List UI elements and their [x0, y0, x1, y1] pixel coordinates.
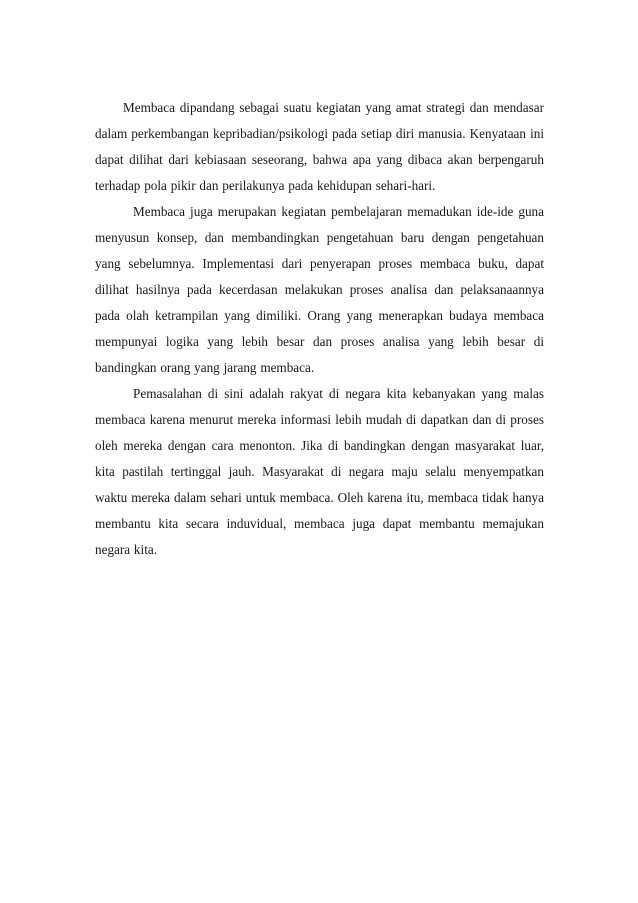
- paragraph-2: Membaca juga merupakan kegiatan pembelajaran memadukan ide-ide guna menyusun konsep, dan membandingkan pengetahuan baru dengan pengetahuan yang sebelumnya. Implementasi dari penyerapan proses membaca buku, dapat dilihat hasilnya pada kecerdasan melakukan proses analisa dan pelaksanaannya pada olah ketrampilan yang dimiliki. Orang yang menerapkan budaya membaca mempunyai logika yang lebih besar dan proses analisa yang lebih besar di bandingkan orang yang jarang membaca.: [95, 204, 544, 375]
- document-body: [95, 95, 544, 563]
- paragraph-3: Pemasalahan di sini adalah rakyat di negara kita kebanyakan yang malas membaca karena menurut mereka informasi lebih mudah di dapatkan dan di proses oleh mereka dengan cara menonton. Jika di bandingkan dengan masyarakat luar, kita pastilah tertinggal jauh. Masyarakat di negara maju selalu menyempatkan waktu mereka dalam sehari untuk membaca. Oleh karena itu, membaca tidak hanya membantu kita secara induvidual, membaca juga dapat membantu memajukan negara kita.: [95, 386, 544, 557]
- paragraph-1: Membaca dipandang sebagai suatu kegiatan yang amat strategi dan mendasar dalam perkembangan kepribadian/psikologi pada setiap diri manusia. Kenyataan ini dapat dilihat dari kebiasaan seseorang, bahwa apa yang dibaca akan berpengaruh terhadap pola pikir dan perilakunya pada kehidupan sehari-hari.: [95, 100, 544, 193]
